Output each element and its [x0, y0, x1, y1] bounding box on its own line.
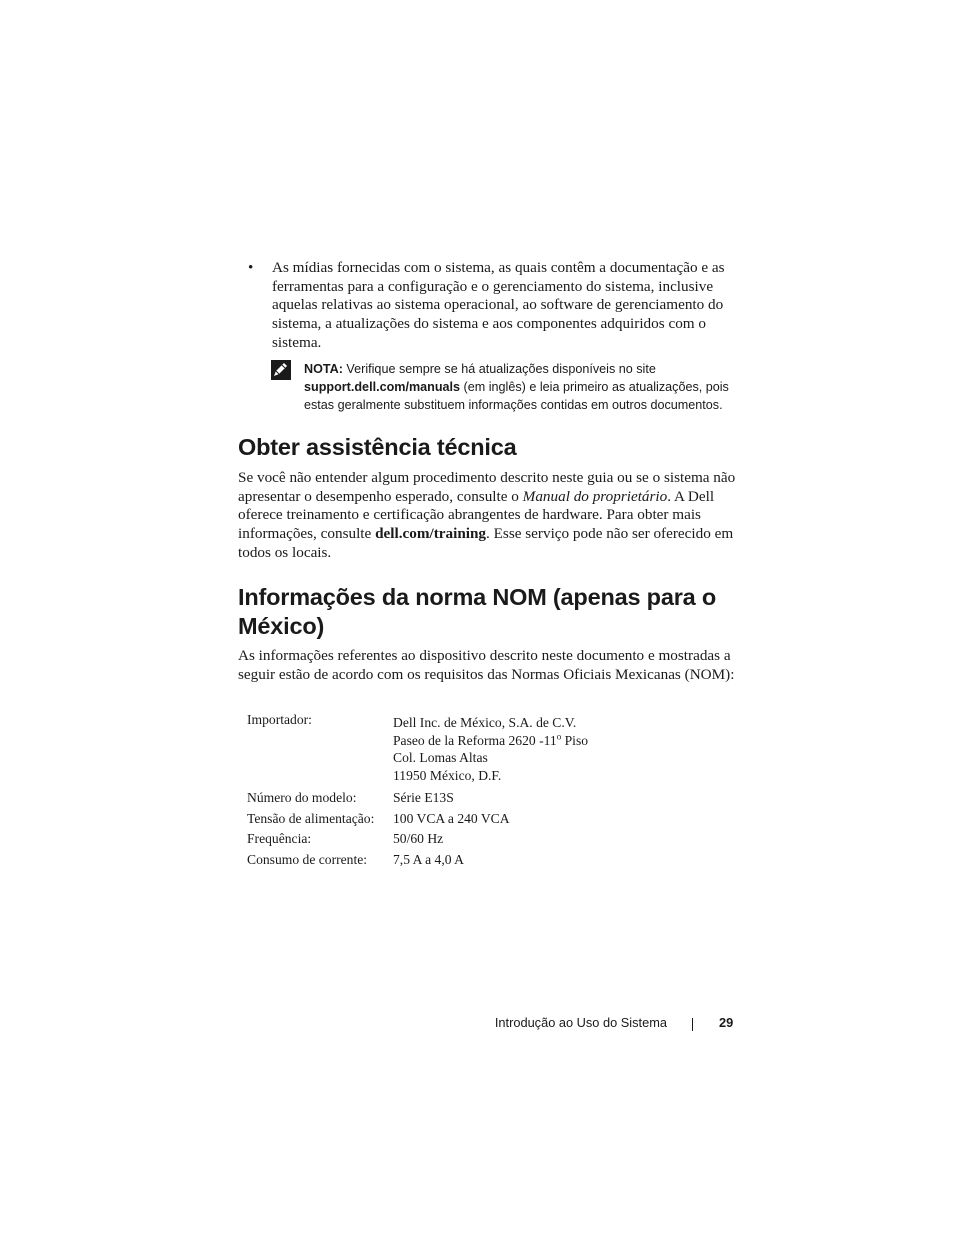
spec-label: Tensão de alimentação: [247, 810, 375, 826]
importer-row [247, 711, 667, 784]
importer-line-2-post: Piso [561, 732, 589, 748]
media-bullet-item [248, 259, 748, 353]
note-label: NOTA: [304, 362, 343, 376]
note-text-1: Verifique sempre se há atualizações disponíveis no site [342, 362, 656, 376]
support-link[interactable]: support.dell.com/manuals [304, 380, 461, 394]
importer-line-3: Col. Lomas Altas [393, 750, 488, 765]
note-text [304, 360, 741, 414]
spec-label: Número do modelo: [247, 790, 357, 805]
nom-heading: Informações da norma NOM (apenas para o México) [238, 584, 716, 639]
nom-intro: As informações referentes ao dispositivo descrito neste documento e mostradas a seguir estão de acordo com os requisitos das Normas Oficiais Mexicanas (NOM): [238, 647, 735, 683]
importer-label: Importador: [247, 712, 312, 727]
training-link[interactable]: dell.com/training [375, 525, 487, 543]
bullet-marker: • [248, 259, 254, 276]
assist-text-3: . Esse serviço pode não ser oferecido em todos os locais. [238, 525, 734, 561]
footer-chapter-title: Introdução ao Uso do Sistema [494, 1015, 667, 1030]
assist-text-1: Se você não entender algum procedimento descrito neste guia ou se o sistema não apresentar o desempenho esperado, consulte o [238, 469, 736, 505]
spec-label: Frequência: [247, 831, 312, 846]
page-number: 29 [719, 1015, 734, 1030]
assist-heading: Obter assistência técnica [238, 434, 517, 460]
assist-paragraph [238, 469, 738, 563]
importer-line-1: Dell Inc. de México, S.A. de C.V. [393, 715, 577, 730]
importer-line-4: 11950 México, D.F. [393, 767, 502, 783]
spec-row-voltage [247, 807, 667, 828]
note-box [271, 360, 741, 414]
spec-value: 50/60 Hz [393, 831, 444, 846]
page-footer [0, 1015, 954, 1035]
importer-line-2 [393, 732, 667, 750]
note-text-2: (em inglês) e leia primeiro as atualizações, pois estas geralmente substituem informações contidas em outros documentos. [304, 380, 729, 412]
assist-text-2: . A Dell oferece treinamento e certificação abrangentes de hardware. Para obter mais informações, consulte [238, 487, 715, 543]
spec-label: Consumo de corrente: [247, 851, 368, 867]
spec-value: 100 VCA a 240 VCA [393, 810, 510, 826]
spec-row-current [247, 848, 667, 869]
spec-row-frequency [247, 827, 667, 848]
bullet-text: As mídias fornecidas com o sistema, as quais contêm a documentação e as ferramentas para a configuração e o gerenciamento do sistema, inclusive aquelas relativas ao sistema operacional, ao software de gerenciamento do sistema, a atualizações do sistema e aos componentes adquiridos com o sistema. [272, 259, 725, 351]
importer-address [393, 711, 667, 784]
spec-value: 7,5 A a 4,0 A [393, 851, 464, 867]
spec-value: Série E13S [393, 790, 454, 805]
spec-row-model [247, 784, 667, 807]
pencil-note-icon [271, 360, 291, 380]
importer-line-2-text: Paseo de la Reforma 2620 -11 [393, 732, 557, 748]
importer-floor-sup: o [556, 730, 562, 741]
owners-manual-title: Manual do proprietário [522, 487, 668, 505]
footer-divider [692, 1018, 693, 1031]
nom-spec-table [247, 711, 667, 868]
